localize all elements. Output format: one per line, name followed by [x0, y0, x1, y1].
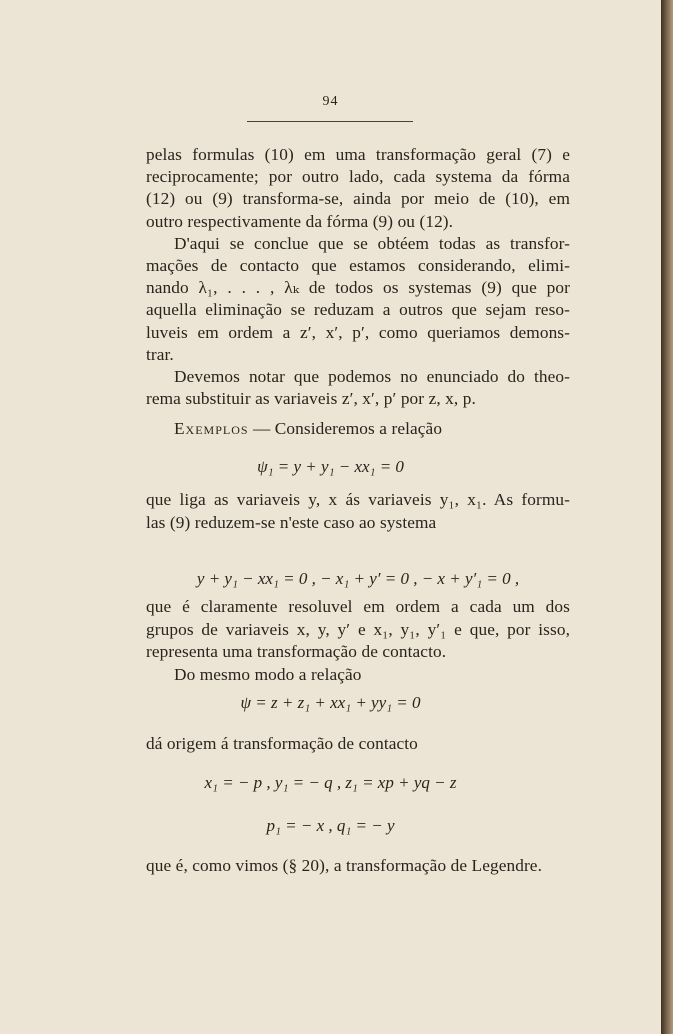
equation-2: y + y₁ − xx₁ = 0 , − x₁ + y′ = 0 , − x + y′₁ = 0 , [196, 569, 520, 588]
text-line: (12) ou (9) transforma-se, ainda por meio de (10), em [146, 189, 570, 209]
header-rule [247, 121, 413, 122]
page-number: 94 [322, 94, 339, 109]
text-line: mações de contacto que estamos considerando, elimi- [146, 256, 570, 275]
text-line: D'aqui se conclue que se obtéem todas as transfor- [174, 233, 570, 253]
text-line: trar. [146, 344, 174, 364]
text-line-legendre: que é, como vimos (§ 20), a transformação de Legendre. [146, 856, 542, 875]
examples-line [174, 418, 598, 440]
text-line: rema substituir as variaveis z′, x′, p′ por z, x, p. [146, 389, 476, 409]
text-line: las (9) reduzem-se n'este caso ao systema [146, 512, 437, 532]
text-line: outro respectivamente da fórma (9) ou (12). [146, 211, 454, 231]
equation-5: p₁ = − x , q₁ = − y [266, 816, 395, 835]
text-line: aquella eliminação se reduzam a outros que sejam reso- [146, 300, 570, 320]
book-spine-edge [661, 0, 673, 1034]
text-line-contact: dá origem á transformação de contacto [146, 734, 418, 753]
examples-intro: — Consideremos a relação [248, 419, 443, 438]
text-line: que liga as variaveis y, x ás variaveis y₁, x₁. As formu- [146, 490, 570, 509]
text-line: que é claramente resoluvel em ordem a cada um dos [146, 597, 570, 616]
text-line: pelas formulas (10) em uma transformação geral (7) e [146, 145, 570, 164]
examples-heading: Exemplos [174, 419, 249, 438]
text-line: grupos de variaveis x, y, y′ e x₁, y₁, y′₁ e que, por isso, [146, 619, 570, 639]
equation-1: ψ₁ = y + y₁ − xx₁ = 0 [257, 457, 404, 476]
text-line: representa uma transformação de contacto. [146, 642, 447, 661]
text-line: nando λ₁, . . . , λₖ de todos os systemas (9) que por [146, 278, 570, 298]
equation-3: ψ = z + z₁ + xx₁ + yy₁ = 0 [240, 693, 421, 712]
text-line: luveis em ordem a z′, x′, p′, como queriamos demons- [146, 322, 570, 342]
equation-4: x₁ = − p , y₁ = − q , z₁ = xp + yq − z [204, 773, 457, 792]
text-line: Devemos notar que podemos no enunciado do theo- [174, 367, 570, 386]
text-line: Do mesmo modo a relação [174, 664, 362, 684]
text-line: reciprocamente; por outro lado, cada systema da fórma [146, 167, 570, 187]
